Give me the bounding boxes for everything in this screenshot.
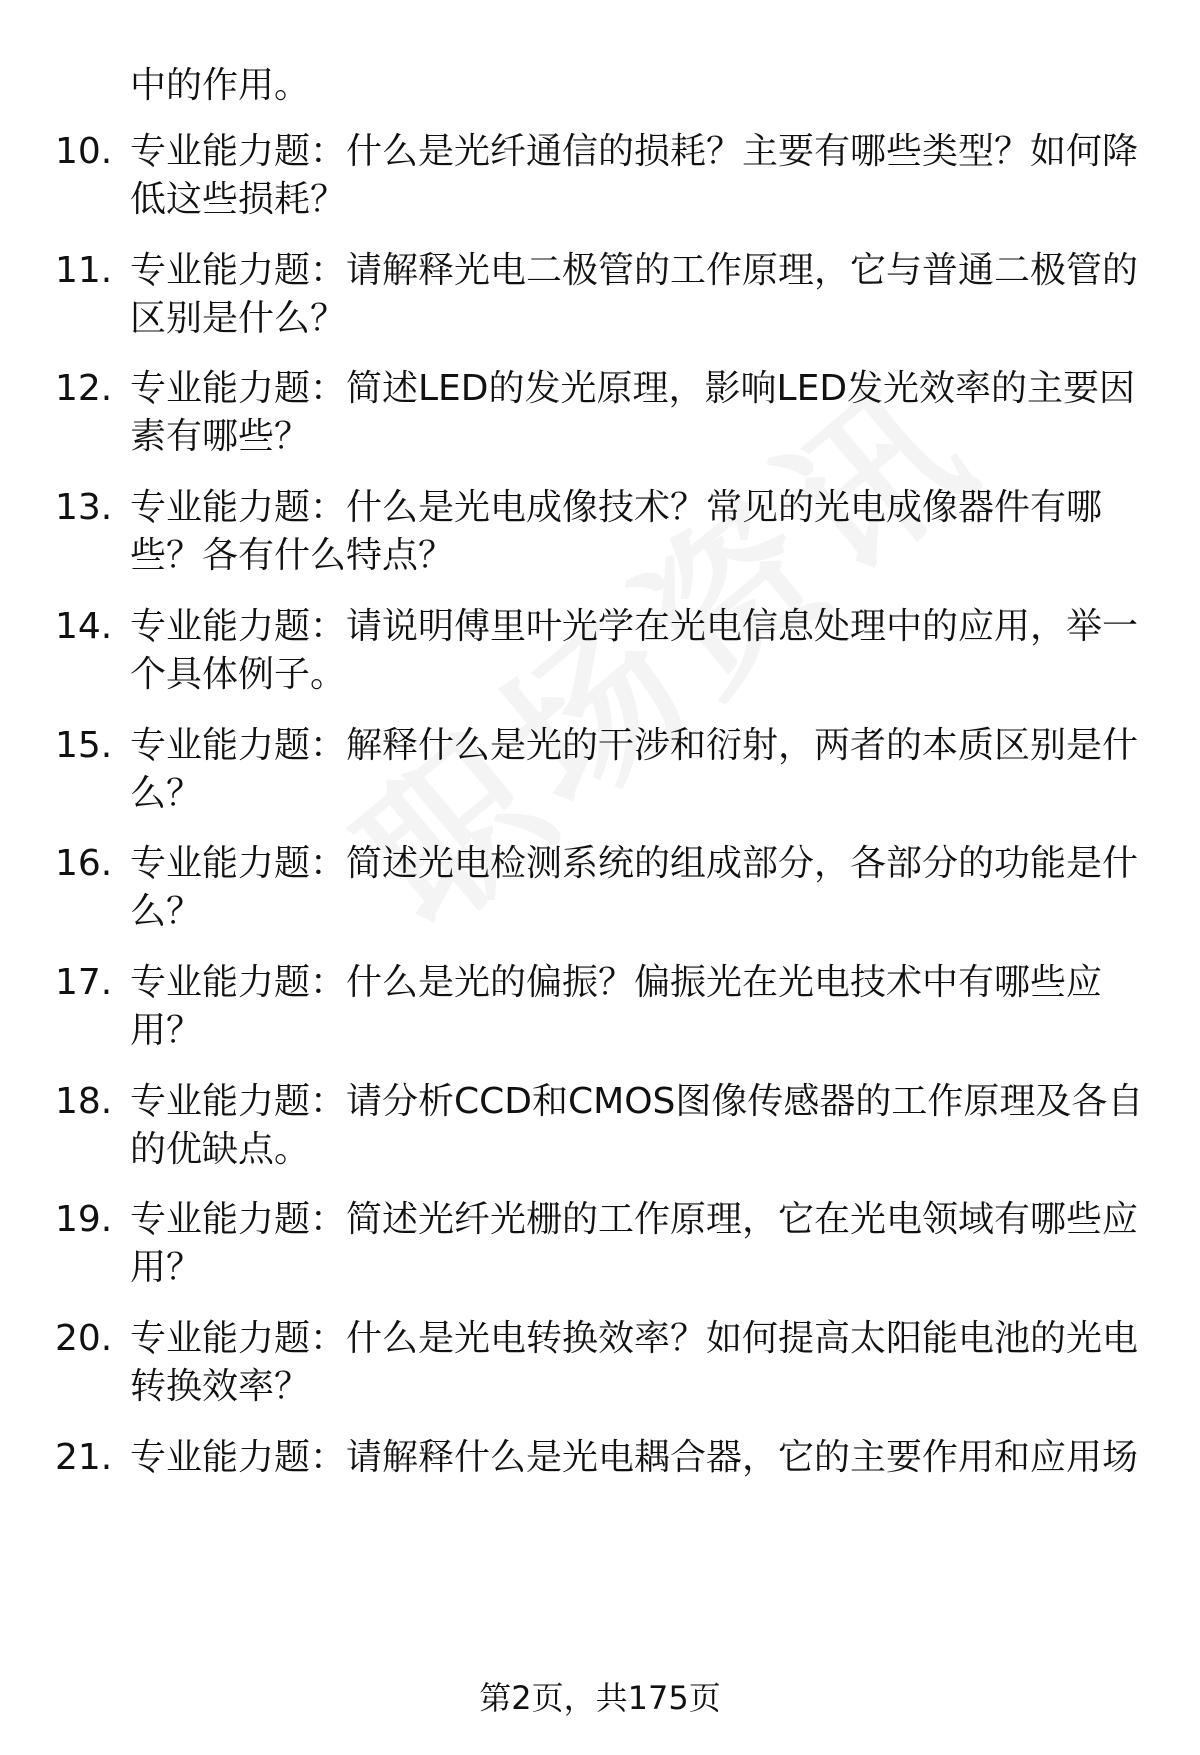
list-item <box>0 603 1200 703</box>
item-number: 10. <box>55 131 113 172</box>
item-text: 专业能力题：请解释什么是光电耦合器，它的主要作用和应用场 <box>130 1437 1139 1478</box>
list-item <box>0 1315 1200 1415</box>
item-number: 18. <box>55 1081 113 1122</box>
item-number: 21. <box>55 1437 113 1478</box>
item-text: 专业能力题：简述光纤光栅的工作原理，它在光电领域有哪些应用？ <box>130 1199 1139 1288</box>
list-item <box>0 722 1200 822</box>
item-number: 12. <box>55 368 113 409</box>
list-item <box>0 1196 1200 1296</box>
item-number: 19. <box>55 1199 113 1240</box>
item-text: 专业能力题：解释什么是光的干涉和衍射，两者的本质区别是什么？ <box>130 725 1139 814</box>
page-footer: 第2页，共175页 <box>479 1679 721 1717</box>
item-text: 专业能力题：请说明傅里叶光学在光电信息处理中的应用，举一个具体例子。 <box>130 606 1139 695</box>
item-number: 15. <box>55 725 113 766</box>
list-item <box>0 128 1200 228</box>
item-text: 专业能力题：请解释光电二极管的工作原理，它与普通二极管的区别是什么？ <box>130 250 1139 339</box>
list-item <box>0 840 1200 940</box>
item-text: 专业能力题：简述LED的发光原理，影响LED发光效率的主要因素有哪些？ <box>130 368 1136 457</box>
item-number: 11. <box>55 250 113 291</box>
list-item <box>0 959 1200 1059</box>
item-number: 14. <box>55 606 113 647</box>
continued-text: 中的作用。 <box>130 65 311 106</box>
list-item <box>0 247 1200 347</box>
item-text: 专业能力题：什么是光纤通信的损耗？主要有哪些类型？如何降低这些损耗？ <box>130 131 1139 220</box>
item-number: 20. <box>55 1318 113 1359</box>
item-text: 专业能力题：简述光电检测系统的组成部分，各部分的功能是什么？ <box>130 843 1139 932</box>
list-item <box>0 1434 1200 1534</box>
list-item <box>0 484 1200 584</box>
list-item <box>0 365 1200 465</box>
item-text: 专业能力题：什么是光的偏振？偏振光在光电技术中有哪些应用？ <box>130 962 1103 1051</box>
item-number: 16. <box>55 843 113 884</box>
item-number: 13. <box>55 487 113 528</box>
item-text: 专业能力题：什么是光电转换效率？如何提高太阳能电池的光电转换效率？ <box>130 1318 1139 1407</box>
item-number: 17. <box>55 962 113 1003</box>
item-text: 专业能力题：什么是光电成像技术？常见的光电成像器件有哪些？各有什么特点？ <box>130 487 1103 576</box>
list-item <box>0 1078 1200 1178</box>
item-text: 专业能力题：请分析CCD和CMOS图像传感器的工作原理及各自的优缺点。 <box>130 1081 1144 1170</box>
